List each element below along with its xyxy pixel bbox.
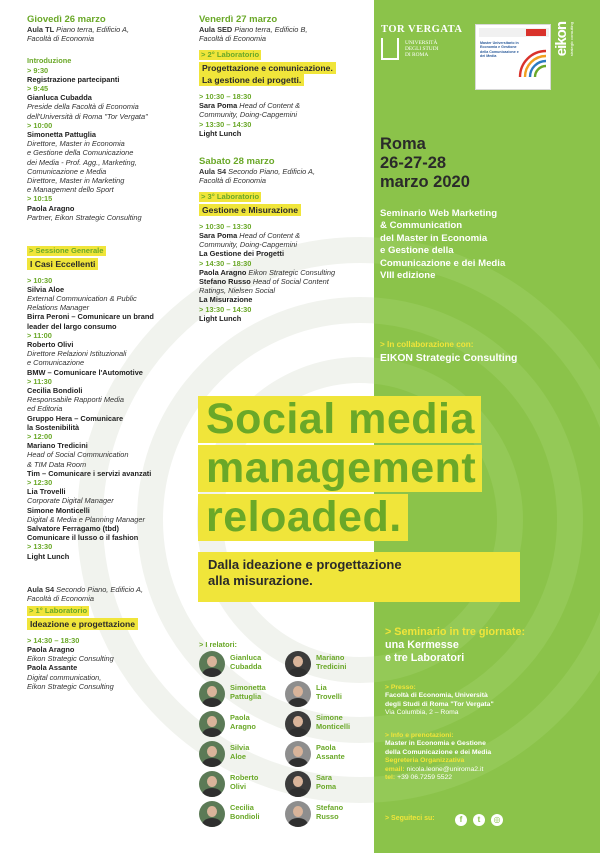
schedule-time: > 10:30 – 13:30 <box>199 221 252 231</box>
day-saturday-heading: Sabato 28 marzo <box>199 155 275 167</box>
speaker-role: Head of Social Communication <box>27 450 129 460</box>
speaker-role: Eikon Strategic Consulting <box>27 654 114 664</box>
venue-info: > Presso: Facoltà di Economia, Università degli Studi di Roma "Tor Vergata" Via Columbia, 2 – Roma <box>385 684 494 717</box>
schedule-item <box>199 120 369 138</box>
schedule-item <box>27 478 197 542</box>
speaker-photo <box>199 681 225 707</box>
speaker-name: Sara Poma Head of Content & <box>199 231 301 241</box>
schedule-time: > 14:30 – 18:30 <box>27 635 80 645</box>
schedule-time: > 11:30 <box>27 376 52 386</box>
schedule-time: > 12:00 <box>27 432 53 442</box>
speaker-card <box>285 801 375 829</box>
schedule-item <box>199 259 369 305</box>
general-session-title: I Casi Eccellenti <box>27 258 98 270</box>
speaker-card <box>199 651 289 679</box>
speaker-photo <box>285 651 311 677</box>
speaker-role: Relations Manager <box>27 303 90 313</box>
contact-info: > Info e prenotazioni: Master in Economia e Gestione della Comunicazione e dei Media Segreteria Organizzativa email: nicola.leone@uniroma2.it tel: +39 06.7259 5522 <box>385 732 492 782</box>
talk-title: Comunicare il lusso o il fashion <box>27 533 139 543</box>
headline-line1: Social media <box>198 396 481 443</box>
speaker-role: ed Editoria <box>27 404 63 414</box>
schedule-item <box>199 92 369 120</box>
schedule-time: > 10:15 <box>27 194 53 204</box>
collaboration-partner: EIKON Strategic Consulting <box>380 353 518 364</box>
schedule-time: > 11:00 <box>27 330 52 340</box>
lab2-label: > 2° Laboratorio <box>201 50 260 60</box>
faculty-info: Facoltà di Economia <box>199 176 266 186</box>
social-links: > Seguiteci su: f t ◎ <box>385 814 585 826</box>
speaker-name: Roberto Olivi <box>27 339 74 349</box>
headline-line2: management <box>198 445 482 492</box>
talk-title: Gruppo Hera – Comunicare <box>27 413 124 423</box>
faculty-info: Facoltà di Economia <box>199 34 266 44</box>
schedule-time: > 13:30 <box>27 542 53 552</box>
speaker-role: Eikon Strategic Consulting <box>27 681 114 691</box>
general-schedule <box>27 276 197 561</box>
master-logo-card: Master Universitario in Economia e Gestione della Comunicazione e dei Media <box>475 24 551 90</box>
facebook-icon[interactable]: f <box>455 814 467 826</box>
schedule-time: > 13:30 – 14:30 <box>199 119 252 129</box>
speaker-card-name: Stefano Russo <box>316 803 344 821</box>
speaker-role: Direttore, Master in Marketing <box>27 176 125 186</box>
schedule-item <box>27 66 197 84</box>
day-friday-heading: Venerdì 27 marzo <box>199 14 278 25</box>
email-link[interactable]: nicola.leone@uniroma2.it <box>406 765 484 773</box>
faculty-info: Facoltà di Economia <box>27 34 94 44</box>
speaker-role: Digital & Media e Planning Manager <box>27 514 145 524</box>
seminar-format: > Seminario in tre giornate: una Kermesse e tre Laboratori <box>385 626 526 664</box>
schedule-item <box>27 194 197 222</box>
intro-schedule <box>27 66 197 222</box>
speaker-card <box>285 741 375 769</box>
speaker-card-name: Mariano Tredicini <box>316 653 347 671</box>
speaker-name: Cecilia Bondioli <box>27 386 83 395</box>
speaker-photo <box>199 741 225 767</box>
schedule-item <box>27 377 197 432</box>
speaker-name: Stefano Russo Head of Social Content <box>199 277 329 287</box>
speaker-photo <box>285 681 311 707</box>
speaker-role: External Communication & Public <box>27 293 137 303</box>
intro-section-label: Introduzione <box>27 56 72 66</box>
lab3-schedule <box>199 222 369 323</box>
speaker-photo <box>285 711 311 737</box>
schedule-item <box>27 121 197 195</box>
speaker-card <box>285 771 375 799</box>
speaker-name: Paola Aragno Eikon Strategic Consulting <box>199 267 336 277</box>
lab3-title: Gestione e Misurazione <box>199 204 301 216</box>
twitter-icon[interactable]: t <box>473 814 485 826</box>
speaker-name: Paola Aragno <box>27 203 75 213</box>
speaker-photo <box>285 801 311 827</box>
instagram-icon[interactable]: ◎ <box>491 814 503 826</box>
speaker-card-name: Sara Poma <box>316 773 337 791</box>
speaker-photo <box>199 651 225 677</box>
speaker-card <box>199 771 289 799</box>
speaker-role: e Gestione della Comunicazione <box>27 148 134 158</box>
speaker-role: Ratings, Nielsen Social <box>199 286 275 296</box>
talk-title: Salvatore Ferragamo (tbd) <box>27 524 119 534</box>
schedule-time: > 10:30 – 18:30 <box>199 91 252 101</box>
broadcast-arcs-icon <box>516 47 548 79</box>
talk-title: Light Lunch <box>199 313 242 323</box>
schedule-time: > 10:30 <box>27 275 53 285</box>
event-dates: 26-27-28 marzo 2020 <box>380 154 470 191</box>
speaker-card-name: Gianluca Cubadda <box>230 653 262 671</box>
tor-vergata-mark-icon <box>381 38 399 60</box>
schedule-time: > 12:30 <box>27 478 53 488</box>
phone-number[interactable]: +39 06.7259 5522 <box>397 774 453 782</box>
speaker-card <box>199 801 289 829</box>
speaker-role: Preside della Facoltà di Economia <box>27 102 139 112</box>
schedule-time: > 9:30 <box>27 65 49 75</box>
speaker-role: dei Media - Prof. Agg., Marketing, <box>27 157 137 167</box>
speaker-card-name: Roberto Olivi <box>230 773 259 791</box>
seminar-description: Seminario Web Marketing & Communication del Master in Economia e Gestione della Comunicazione e dei Media VIII edizione <box>380 208 506 282</box>
lab1-title: Ideazione e progettazione <box>27 618 138 630</box>
schedule-item <box>199 222 369 259</box>
speaker-photo <box>199 801 225 827</box>
speaker-name: Sara Poma Head of Content & <box>199 101 301 111</box>
day-thursday-heading: Giovedì 26 marzo <box>27 14 106 25</box>
schedule-item <box>27 331 197 377</box>
speaker-card-name: Silvia Aloe <box>230 743 250 761</box>
speaker-role: Comunicazione e Media <box>27 166 107 176</box>
speaker-photo <box>199 771 225 797</box>
speaker-card-name: Simonetta Pattuglia <box>230 683 266 701</box>
speaker-role: Direttore, Master in Economia <box>27 139 125 149</box>
speaker-card-name: Paola Aragno <box>230 713 256 731</box>
speaker-name: Simone Monticelli <box>27 505 90 515</box>
speaker-role: Digital communication, <box>27 672 102 682</box>
schedule-item <box>199 305 369 323</box>
lab1-label: > 1° Laboratorio <box>29 606 88 616</box>
lab2-title-line1: Progettazione e comunicazione. <box>199 62 336 74</box>
speaker-card <box>285 711 375 739</box>
speaker-card-name: Simone Monticelli <box>316 713 351 731</box>
tor-vergata-logo: TOR VERGATA UNIVERSITÀ DEGLI STUDI DI ROMA <box>381 24 463 59</box>
talk-title: Registrazione partecipanti <box>27 74 120 84</box>
lab2-title-line2: La gestione dei progetti. <box>199 74 304 86</box>
speaker-card-name: Cecilia Bondioli <box>230 803 260 821</box>
speaker-name: Simonetta Pattuglia <box>27 130 96 140</box>
speaker-photo <box>285 771 311 797</box>
speaker-role: Partner, Eikon Strategic Consulting <box>27 212 142 222</box>
talk-title: La Gestione dei Progetti <box>199 249 285 259</box>
speaker-role: e Comunicazione <box>27 358 85 368</box>
lab3-label: > 3° Laboratorio <box>201 192 260 202</box>
schedule-item <box>27 84 197 121</box>
speaker-name: Silvia Aloe <box>27 284 65 294</box>
speaker-photo <box>199 711 225 737</box>
schedule-time: > 10:00 <box>27 120 53 130</box>
speaker-card-name: Lia Trovelli <box>316 683 342 701</box>
talk-title: Birra Peroni – Comunicare un brand <box>27 312 154 322</box>
talk-title: la Sostenibilità <box>27 422 80 432</box>
general-session-label: > Sessione Generale <box>29 246 104 256</box>
program-middle-column <box>199 14 369 323</box>
speaker-card-name: Paola Assante <box>316 743 345 761</box>
eikon-logo: eikon strategic consulting <box>553 22 574 57</box>
schedule-time: > 13:30 – 14:30 <box>199 304 252 314</box>
speaker-card <box>199 741 289 769</box>
collaboration-label: > In collaborazione con: <box>380 340 474 349</box>
speaker-name: Paola Aragno <box>27 644 75 654</box>
speaker-card <box>285 681 375 709</box>
speaker-role: Community, Doing-Capgemini <box>199 240 298 250</box>
event-city: Roma <box>380 135 426 153</box>
talk-title: BMW – Comunicare l'Automotive <box>27 367 143 377</box>
speaker-name: Gianluca Cubadda <box>27 93 92 103</box>
speaker-name: Paola Assante <box>27 663 78 673</box>
schedule-time: > 14:30 – 18:30 <box>199 258 252 268</box>
speaker-card <box>285 651 375 679</box>
speaker-role: dell'Università di Roma "Tor Vergata" <box>27 111 148 121</box>
lab1-schedule <box>27 636 197 691</box>
speaker-role: & TIM Data Room <box>27 459 87 469</box>
talk-title: Light Lunch <box>199 128 242 138</box>
speaker-role: Direttore Relazioni Istituzionali <box>27 349 127 359</box>
speaker-card <box>199 681 289 709</box>
talk-title: Tim – Comunicare i servizi avanzati <box>27 468 152 478</box>
room-info: Aula TL Piano terra, Edificio A, <box>27 25 130 34</box>
speaker-role: Corporate Digital Manager <box>27 496 114 506</box>
talk-title: leader del largo consumo <box>27 321 117 331</box>
speakers-title: > I relatori: <box>199 640 237 649</box>
room-info: Aula SED Piano terra, Edificio B, <box>199 25 308 34</box>
speaker-role: e Management dello Sport <box>27 185 114 195</box>
schedule-item <box>27 432 197 478</box>
headline-subtitle: Dalla ideazione e progettazione alla misurazione. <box>198 552 520 602</box>
lab1-room-info: Aula S4 Secondo Piano, Edificio A, <box>27 584 143 594</box>
headline <box>198 396 578 543</box>
speaker-name: Mariano Tredicini <box>27 441 88 451</box>
schedule-item <box>27 542 197 560</box>
talk-title: Light Lunch <box>27 551 70 561</box>
schedule-time: > 9:45 <box>27 84 49 94</box>
schedule-item <box>27 276 197 331</box>
talk-title: La Misurazione <box>199 295 253 305</box>
lab2-schedule <box>199 92 369 138</box>
lab1-faculty-info: Facoltà di Economia <box>27 594 94 604</box>
speaker-role: Community, Doing-Capgemini <box>199 110 298 120</box>
speaker-photo <box>285 741 311 767</box>
schedule-item <box>27 636 197 691</box>
speaker-card <box>199 711 289 739</box>
room-info: Aula S4 Secondo Piano, Edificio A, <box>199 166 315 176</box>
speaker-role: Responsabile Rapporti Media <box>27 395 124 405</box>
program-left-column <box>27 14 197 691</box>
headline-line3: reloaded. <box>198 494 408 541</box>
speaker-name: Lia Trovelli <box>27 487 66 497</box>
